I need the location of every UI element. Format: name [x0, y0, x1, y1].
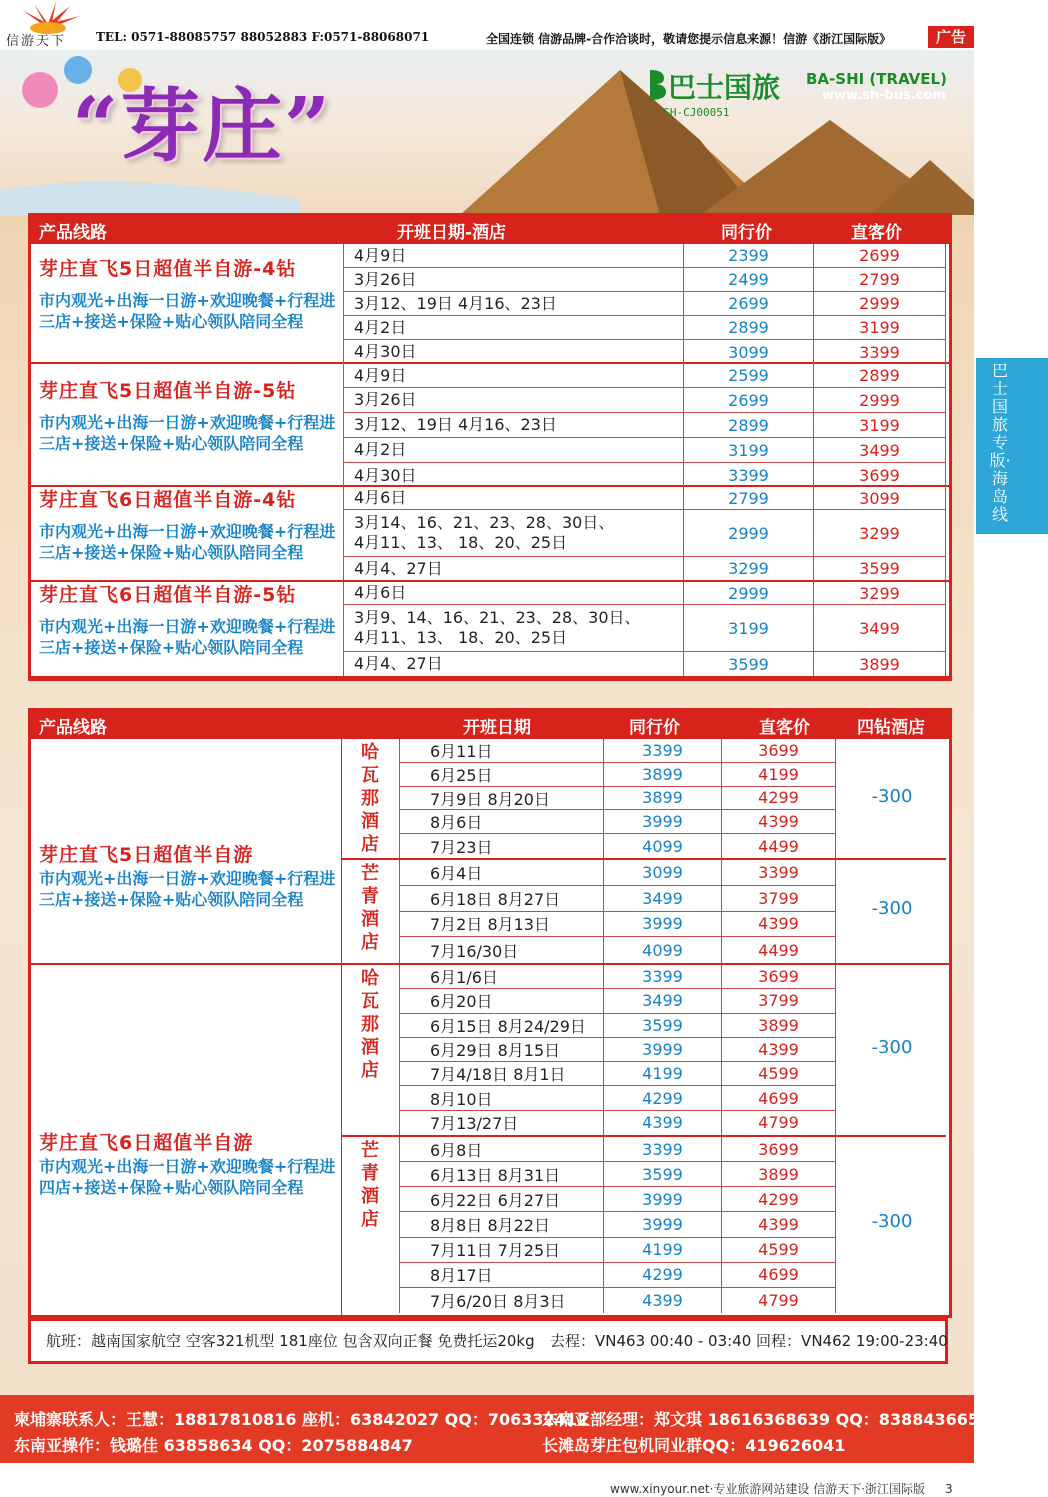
date-cell: 6月11日: [399, 739, 603, 763]
trade-price-cell: 3999: [603, 810, 721, 834]
table-header: [31, 216, 949, 244]
header-retail-price: 直客价: [759, 717, 810, 738]
trade-price-cell: 3899: [603, 787, 721, 811]
retail-price-cell: 3399: [721, 860, 836, 886]
product-name: 芽庄直飞5日超值半自游-4钻: [39, 258, 297, 280]
date-cell: 6月13日 8月31日: [399, 1162, 603, 1187]
trade-price-cell: 2899: [683, 316, 813, 340]
date-cell: 3月12、19日 4月16、23日: [343, 413, 683, 438]
date-cell: 3月14、16、21、23、28、30日、 4月11、13、 18、20、25日: [343, 510, 683, 557]
trade-price-cell: 3199: [683, 605, 813, 652]
date-cell: 7月2日 8月13日: [399, 912, 603, 938]
trade-price-cell: 3399: [683, 463, 813, 488]
date-cell: 7月4/18日 8月1日: [399, 1062, 603, 1086]
retail-price-cell: 4599: [721, 1062, 836, 1086]
date-cell: 6月29日 8月15日: [399, 1038, 603, 1062]
price-table-2: [28, 708, 952, 1318]
product-description: 市内观光+出海一日游+欢迎晚餐+行程进三店+接送+保险+贴心领队陪同全程: [39, 869, 336, 909]
date-cell: 8月17日: [399, 1263, 603, 1288]
product-name: 芽庄直飞6日超值半自游: [39, 1132, 254, 1154]
brand-english: BA-SHI (TRAVEL): [806, 70, 947, 88]
retail-price-cell: 2699: [813, 244, 946, 268]
trade-price-cell: 4099: [603, 937, 721, 963]
product-description: 市内观光+出海一日游+欢迎晚餐+行程进四店+接送+保险+贴心领队陪同全程: [39, 1157, 336, 1197]
contact-qq-group: 长滩岛芽庄包机同业群QQ：419626041: [542, 1436, 846, 1455]
trade-price-cell: 3999: [603, 1212, 721, 1237]
product-group: [31, 739, 949, 965]
hotel-name: 哈瓦那酒店: [361, 968, 379, 1081]
date-cell: 6月4日: [399, 860, 603, 886]
retail-price-cell: 3699: [721, 739, 836, 763]
retail-price-cell: 2799: [813, 268, 946, 292]
product-group: [31, 965, 949, 1315]
retail-price-cell: 3699: [721, 1137, 836, 1162]
trade-price-cell: 3599: [603, 1162, 721, 1187]
header-route: 产品线路: [39, 717, 107, 738]
trade-price-cell: 2999: [683, 510, 813, 557]
date-cell: 6月22日 6月27日: [399, 1187, 603, 1212]
retail-price-cell: 3099: [813, 487, 946, 510]
date-cell: 4月6日: [343, 582, 683, 605]
date-cell: 8月10日: [399, 1086, 603, 1110]
date-cell: 3月9、14、16、21、23、28、30日、 4月11、13、 18、20、25日: [343, 605, 683, 652]
flight-times: 去程：VN463 00:40 - 03:40 回程：VN462 19:00-23:40: [550, 1332, 948, 1350]
date-cell: 8月6日: [399, 810, 603, 834]
retail-price-cell: 3899: [721, 1014, 836, 1038]
header-date: 开班日期: [463, 717, 531, 738]
retail-price-cell: 4599: [721, 1238, 836, 1263]
price-table-1: [28, 213, 952, 681]
hotel-discount: -300: [871, 1037, 913, 1058]
trade-price-cell: 4299: [603, 1086, 721, 1110]
date-cell: 7月23日: [399, 834, 603, 858]
page-title: “芽庄”: [72, 79, 333, 173]
trade-price-cell: 2599: [683, 364, 813, 388]
retail-price-cell: 3499: [813, 605, 946, 652]
trade-price-cell: 3399: [603, 1137, 721, 1162]
retail-price-cell: 3799: [721, 886, 836, 912]
date-cell: 7月13/27日: [399, 1111, 603, 1135]
trade-price-cell: 2699: [683, 388, 813, 413]
date-cell: 6月20日: [399, 989, 603, 1013]
hotel-discount: -300: [871, 785, 913, 807]
flight-info: 航班：越南国家航空 空客321机型 181座位 包含双向正餐 免费托运20kg: [46, 1332, 535, 1350]
date-cell: 4月4、27日: [343, 652, 683, 676]
header-trade-price: 同行价: [629, 717, 680, 738]
hotel-discount: -300: [871, 897, 913, 919]
date-cell: 4月9日: [343, 364, 683, 388]
product-name: 芽庄直飞6日超值半自游-5钻: [39, 584, 297, 606]
date-cell: 7月9日 8月20日: [399, 787, 603, 811]
trade-price-cell: 4099: [603, 834, 721, 858]
retail-price-cell: 2899: [813, 364, 946, 388]
retail-price-cell: 4299: [721, 1187, 836, 1212]
retail-price-cell: 4399: [721, 810, 836, 834]
retail-price-cell: 4399: [721, 1212, 836, 1237]
header-tel: TEL: 0571-88085757 88052883 F:0571-88068071: [96, 30, 430, 44]
retail-price-cell: 4299: [721, 787, 836, 811]
date-cell: 3月12、19日 4月16、23日: [343, 292, 683, 316]
date-cell: 4月9日: [343, 244, 683, 268]
trade-price-cell: 3499: [603, 886, 721, 912]
product-name: 芽庄直飞5日超值半自游: [39, 844, 254, 866]
trade-price-cell: 3299: [683, 557, 813, 580]
trade-price-cell: 3099: [683, 340, 813, 364]
product-description: 市内观光+出海一日游+欢迎晚餐+行程进三店+接送+保险+贴心领队陪同全程: [39, 412, 336, 453]
hotel-discount: -300: [871, 1211, 913, 1232]
trade-price-cell: 4199: [603, 1238, 721, 1263]
retail-price-cell: 4699: [721, 1086, 836, 1110]
retail-price-cell: 3799: [721, 989, 836, 1013]
retail-price-cell: 4399: [721, 912, 836, 938]
header-date-hotel: 开班日期-酒店: [397, 222, 507, 243]
trade-price-cell: 3599: [603, 1014, 721, 1038]
date-cell: 4月4、27日: [343, 557, 683, 580]
date-cell: 6月15日 8月24/29日: [399, 1014, 603, 1038]
product-group: [31, 582, 949, 678]
page-number: 3: [945, 1482, 953, 1496]
retail-price-cell: 4799: [721, 1288, 836, 1313]
header-hotel-discount: 四钻酒店: [857, 717, 925, 738]
date-cell: 6月18日 8月27日: [399, 886, 603, 912]
license-number: L-SH-CJ00051: [650, 106, 730, 119]
hotel-block: [341, 739, 946, 860]
date-cell: 4月2日: [343, 316, 683, 340]
logo-text: 信游天下: [6, 34, 67, 49]
hotel-block: [341, 860, 946, 963]
date-cell: 3月26日: [343, 268, 683, 292]
retail-price-cell: 4199: [721, 763, 836, 787]
trade-price-cell: 3999: [603, 912, 721, 938]
trade-price-cell: 2799: [683, 487, 813, 510]
product-description: 市内观光+出海一日游+欢迎晚餐+行程进三店+接送+保险+贴心领队陪同全程: [39, 291, 336, 331]
date-cell: 8月8日 8月22日: [399, 1212, 603, 1237]
date-cell: 7月16/30日: [399, 937, 603, 963]
header-route: 产品线路: [39, 222, 107, 243]
trade-price-cell: 3399: [603, 965, 721, 989]
date-cell: 7月11日 7月25日: [399, 1238, 603, 1263]
retail-price-cell: 4499: [721, 937, 836, 963]
ad-badge: 广告: [928, 26, 974, 48]
trade-price-cell: 4399: [603, 1111, 721, 1135]
date-cell: 4月2日: [343, 438, 683, 463]
contact-cambodia: 柬埔寨联系人：王慧：18817810816 座机：63842027 QQ：706332412: [14, 1410, 589, 1429]
contact-sea-manager: 东南亚部经理：郑文琪 18616368639 QQ：838843665: [542, 1410, 980, 1429]
hotel-name: 芒青酒店: [361, 1140, 379, 1230]
retail-price-cell: 3399: [813, 340, 946, 364]
trade-price-cell: 2899: [683, 413, 813, 438]
side-tab-label: 巴士国旅专版·海岛线: [989, 361, 1011, 524]
hotel-block: [341, 965, 946, 1137]
trade-price-cell: 3999: [603, 1187, 721, 1212]
product-group: [31, 364, 949, 487]
product-description: 市内观光+出海一日游+欢迎晚餐+行程进三店+接送+保险+贴心领队陪同全程: [39, 617, 336, 657]
date-cell: 4月30日: [343, 340, 683, 364]
hotel-block: [341, 1137, 946, 1313]
trade-price-cell: 2499: [683, 268, 813, 292]
date-cell: 6月25日: [399, 763, 603, 787]
retail-price-cell: 3199: [813, 316, 946, 340]
retail-price-cell: 4399: [721, 1038, 836, 1062]
contact-sea-operator: 东南亚操作：钱璐佳 63858634 QQ：2075884847: [14, 1436, 413, 1455]
retail-price-cell: 3699: [721, 965, 836, 989]
trade-price-cell: 3499: [603, 989, 721, 1013]
trade-price-cell: 4399: [603, 1288, 721, 1313]
retail-price-cell: 3699: [813, 463, 946, 488]
trade-price-cell: 2399: [683, 244, 813, 268]
trade-price-cell: 3399: [603, 739, 721, 763]
date-cell: 3月26日: [343, 388, 683, 413]
retail-price-cell: 2999: [813, 388, 946, 413]
product-description: 市内观光+出海一日游+欢迎晚餐+行程进三店+接送+保险+贴心领队陪同全程: [39, 521, 336, 562]
product-name: 芽庄直飞6日超值半自游-4钻: [39, 488, 297, 511]
retail-price-cell: 3899: [721, 1162, 836, 1187]
trade-price-cell: 3999: [603, 1038, 721, 1062]
retail-price-cell: 2999: [813, 292, 946, 316]
retail-price-cell: 3199: [813, 413, 946, 438]
date-cell: 6月8日: [399, 1137, 603, 1162]
retail-price-cell: 4499: [721, 834, 836, 858]
date-cell: 7月6/20日 8月3日: [399, 1288, 603, 1313]
date-cell: 4月6日: [343, 487, 683, 510]
header-slogan: 全国连锁 信游品牌-合作洽谈时，敬请您提示信息来源！信游《浙江国际版》: [486, 32, 892, 46]
retail-price-cell: 3899: [813, 652, 946, 676]
product-name: 芽庄直飞5日超值半自游-5钻: [39, 379, 297, 402]
hotel-name: 哈瓦那酒店: [361, 742, 379, 855]
retail-price-cell: 3499: [813, 438, 946, 463]
brand-name: 巴士国旅: [668, 71, 781, 104]
retail-price-cell: 3299: [813, 582, 946, 605]
header-trade-price: 同行价: [721, 222, 772, 243]
trade-price-cell: 4299: [603, 1263, 721, 1288]
product-group: [31, 244, 949, 364]
retail-price-cell: 4799: [721, 1111, 836, 1135]
retail-price-cell: 4699: [721, 1263, 836, 1288]
trade-price-cell: 3099: [603, 860, 721, 886]
date-cell: 6月1/6日: [399, 965, 603, 989]
footer-site[interactable]: [610, 1480, 953, 1497]
hotel-name: 芒青酒店: [361, 863, 379, 953]
date-cell: 4月30日: [343, 463, 683, 488]
trade-price-cell: 4199: [603, 1062, 721, 1086]
footer-site-text: www.xinyour.net·专业旅游网站建设 信游天下·浙江国际版: [610, 1482, 926, 1496]
brand-url[interactable]: www.sh-bus.com: [822, 88, 946, 103]
bus-brand-icon: [646, 66, 668, 102]
table-header: [31, 711, 949, 739]
trade-price-cell: 2699: [683, 292, 813, 316]
product-group: [31, 487, 949, 582]
trade-price-cell: 3599: [683, 652, 813, 676]
contacts-bar: [0, 1395, 980, 1463]
retail-price-cell: 3299: [813, 510, 946, 557]
trade-price-cell: 2999: [683, 582, 813, 605]
trade-price-cell: 3199: [683, 438, 813, 463]
retail-price-cell: 3599: [813, 557, 946, 580]
trade-price-cell: 3899: [603, 763, 721, 787]
header-retail-price: 直客价: [851, 222, 902, 243]
